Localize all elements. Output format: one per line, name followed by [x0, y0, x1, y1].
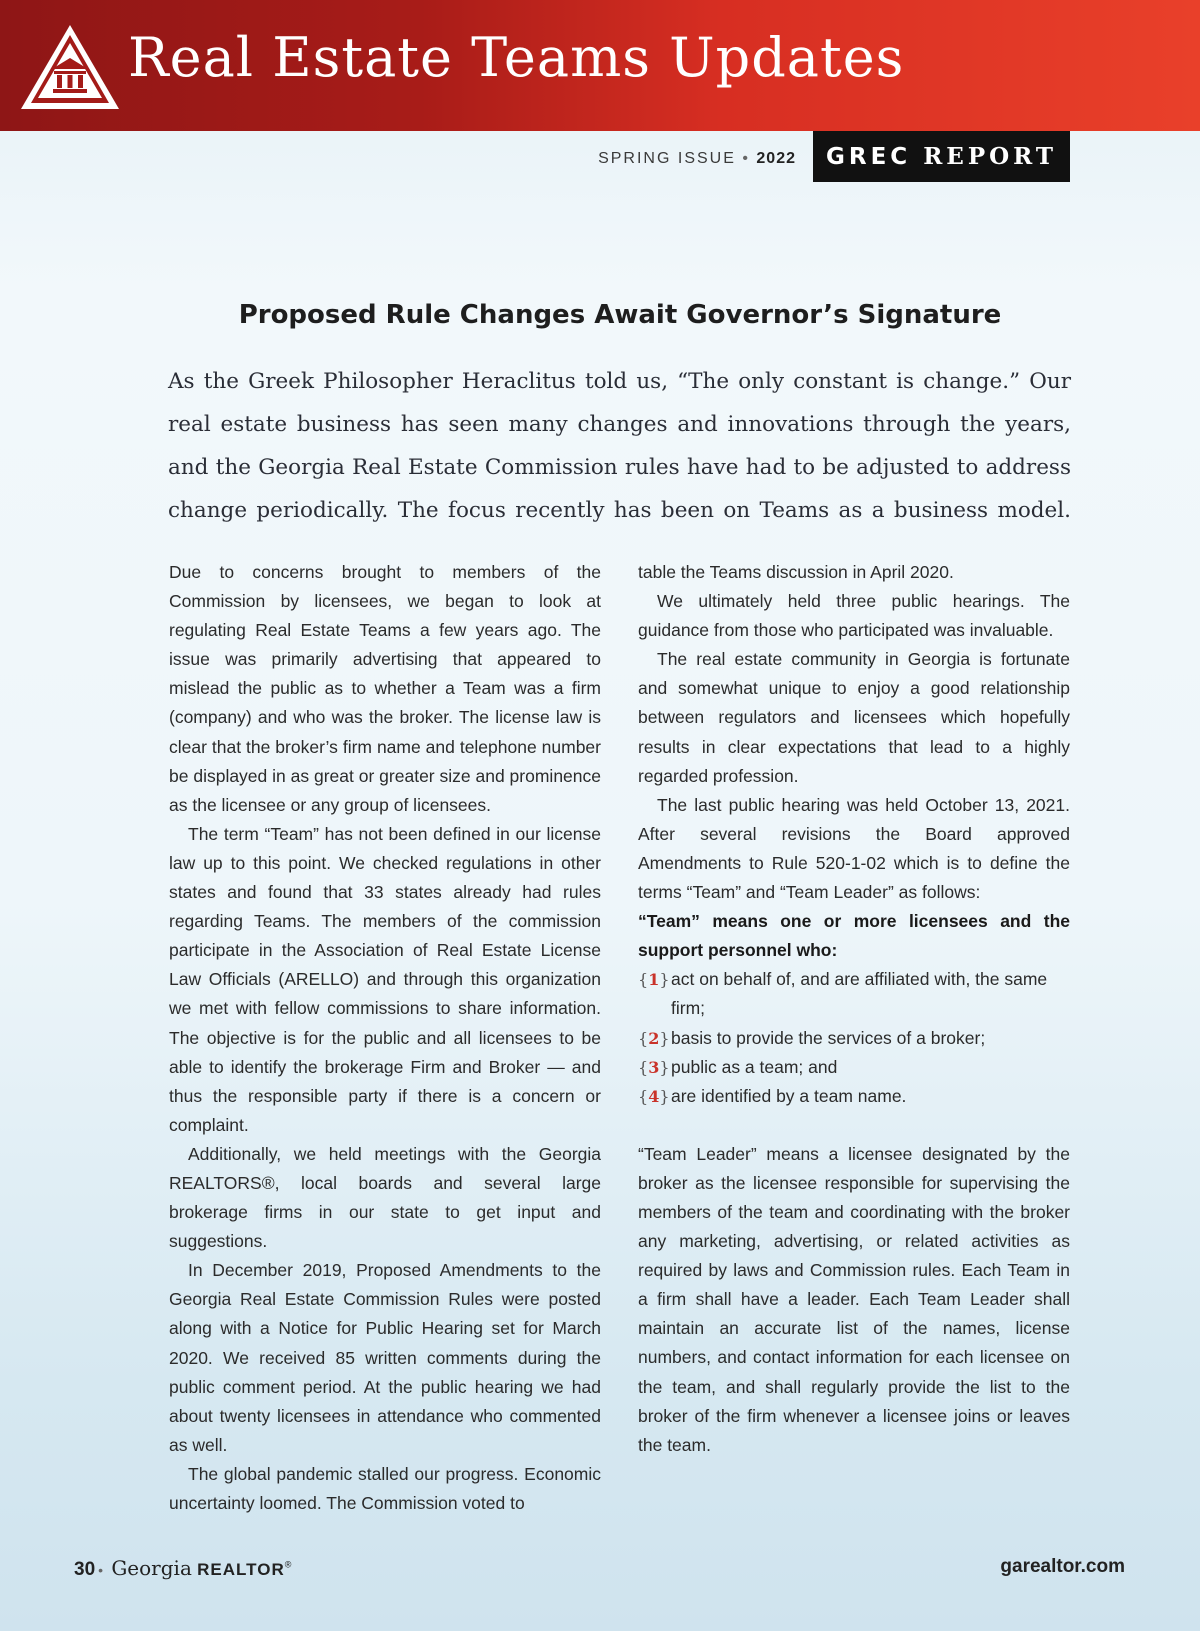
- section-title: Real Estate Teams Updates: [128, 26, 905, 89]
- team-leader-definition: “Team Leader” means a licensee designated by the broker as the licensee responsible for supervising the members of the team and coordinating with the broker any marketing, advertising, or related activities as required by laws and Commission rules. Each Team in a firm shall have a leader. Each Team Leader shall maintain an accurate list of the names, license numbers, and contact information for each licensee on the team, and shall regularly provide the list to the broker of the firm whenever a licensee joins or leaves the team.: [638, 1143, 1070, 1455]
- list-item: {3} public as a team; and: [638, 1053, 1070, 1082]
- paragraph: The term “Team” has not been defined in our license law up to this point. We checked regulations in other states and found that 33 states already had rules regarding Teams. The members of the commission participate in the Association of Real Estate License Law Officials (ARELLO) and through this organization we met with fellow commissions to share information. The objective is for the public and all licensees to be able to identify the brokerage Firm and Broker — and thus the responsible party if there is a concern or complaint.: [169, 823, 601, 1135]
- team-definition-heading: “Team” means one or more licensees and the support personnel who:: [638, 911, 1070, 961]
- issue-label: SPRING ISSUE • 2022: [598, 150, 796, 167]
- registered-mark: ®: [284, 1559, 292, 1570]
- paragraph: Due to concerns brought to members of the Commission by licensees, we began to look at regulating Real Estate Teams a few years ago. The issue was primarily advertising that appeared to mislead the public as to whether a Team was a firm (company) and who was the broker. The license law is clear that the broker’s firm name and telephone number be displayed in as great or greater size and prominence as the licensee or any group of licensees.: [169, 562, 601, 815]
- paragraph: We ultimately held three public hearings. The guidance from those who participated was invaluable.: [638, 591, 1070, 641]
- courthouse-triangle-icon: [18, 22, 122, 114]
- list-item: {4} are identified by a team name.: [638, 1082, 1070, 1111]
- header-banner: [0, 0, 1200, 131]
- page-number: 30: [74, 1559, 96, 1580]
- issue-year: 2022: [756, 150, 796, 167]
- badge-grec: GREC: [825, 144, 912, 170]
- paragraph: The last public hearing was held October 13, 2021. After several revisions the Board approved Amendments to Rule 520-1-02 which is to define the terms “Team” and “Team Leader” as follows:: [638, 794, 1070, 903]
- list-item: {1} act on behalf of, and are affiliated with, the same firm;: [638, 965, 1070, 1023]
- article-headline: Proposed Rule Changes Await Governor’s Signature: [238, 300, 1002, 330]
- paragraph: The real estate community in Georgia is fortunate and somewhat unique to enjoy a good relationship between regulators and licensees which hopefully results in clear expectations that lead to a highly regarded profession.: [638, 649, 1070, 786]
- magazine-name: Georgia: [111, 1556, 192, 1580]
- paragraph: table the Teams discussion in April 2020.: [638, 562, 954, 582]
- paragraph: The global pandemic stalled our progress. Economic uncertainty loomed. The Commission voted to: [169, 1463, 601, 1513]
- article-lede: As the Greek Philosopher Heraclitus told us, “The only constant is change.” Our real estate business has seen many changes and innovations through the years, and the Georgia Real Estate Commission rules have had to be adjusted to address change periodically. The focus recently has been on Teams as a business model.: [168, 369, 1071, 523]
- grec-report-badge: [813, 131, 1070, 182]
- paragraph: Additionally, we held meetings with the Georgia REALTORS®, local boards and several large brokerage firms in our state to get input and suggestions.: [169, 1143, 601, 1252]
- paragraph: In December 2019, Proposed Amendments to the Georgia Real Estate Commission Rules were posted along with a Notice for Public Hearing set for March 2020. We received 85 written comments during the public comment period. At the public hearing we had about twenty licensees in attendance who commented as well.: [169, 1260, 601, 1455]
- list-item: {2} basis to provide the services of a broker;: [638, 1024, 1070, 1053]
- left-column: [169, 558, 601, 1518]
- list-number: {2}: [638, 1028, 670, 1048]
- list-number: {3}: [638, 1057, 670, 1077]
- website-link[interactable]: garealtor.com: [1000, 1556, 1125, 1577]
- list-number: {1}: [638, 970, 670, 990]
- page-footer-folio: 30 • Georgia REALTOR®: [74, 1556, 292, 1580]
- team-definition-list: [638, 965, 1070, 1110]
- list-number: {4}: [638, 1086, 670, 1106]
- magazine-realtor: REALTOR: [197, 1560, 285, 1579]
- issue-season: SPRING ISSUE: [598, 150, 736, 167]
- right-column: [638, 558, 1070, 1460]
- badge-report: REPORT: [923, 143, 1057, 170]
